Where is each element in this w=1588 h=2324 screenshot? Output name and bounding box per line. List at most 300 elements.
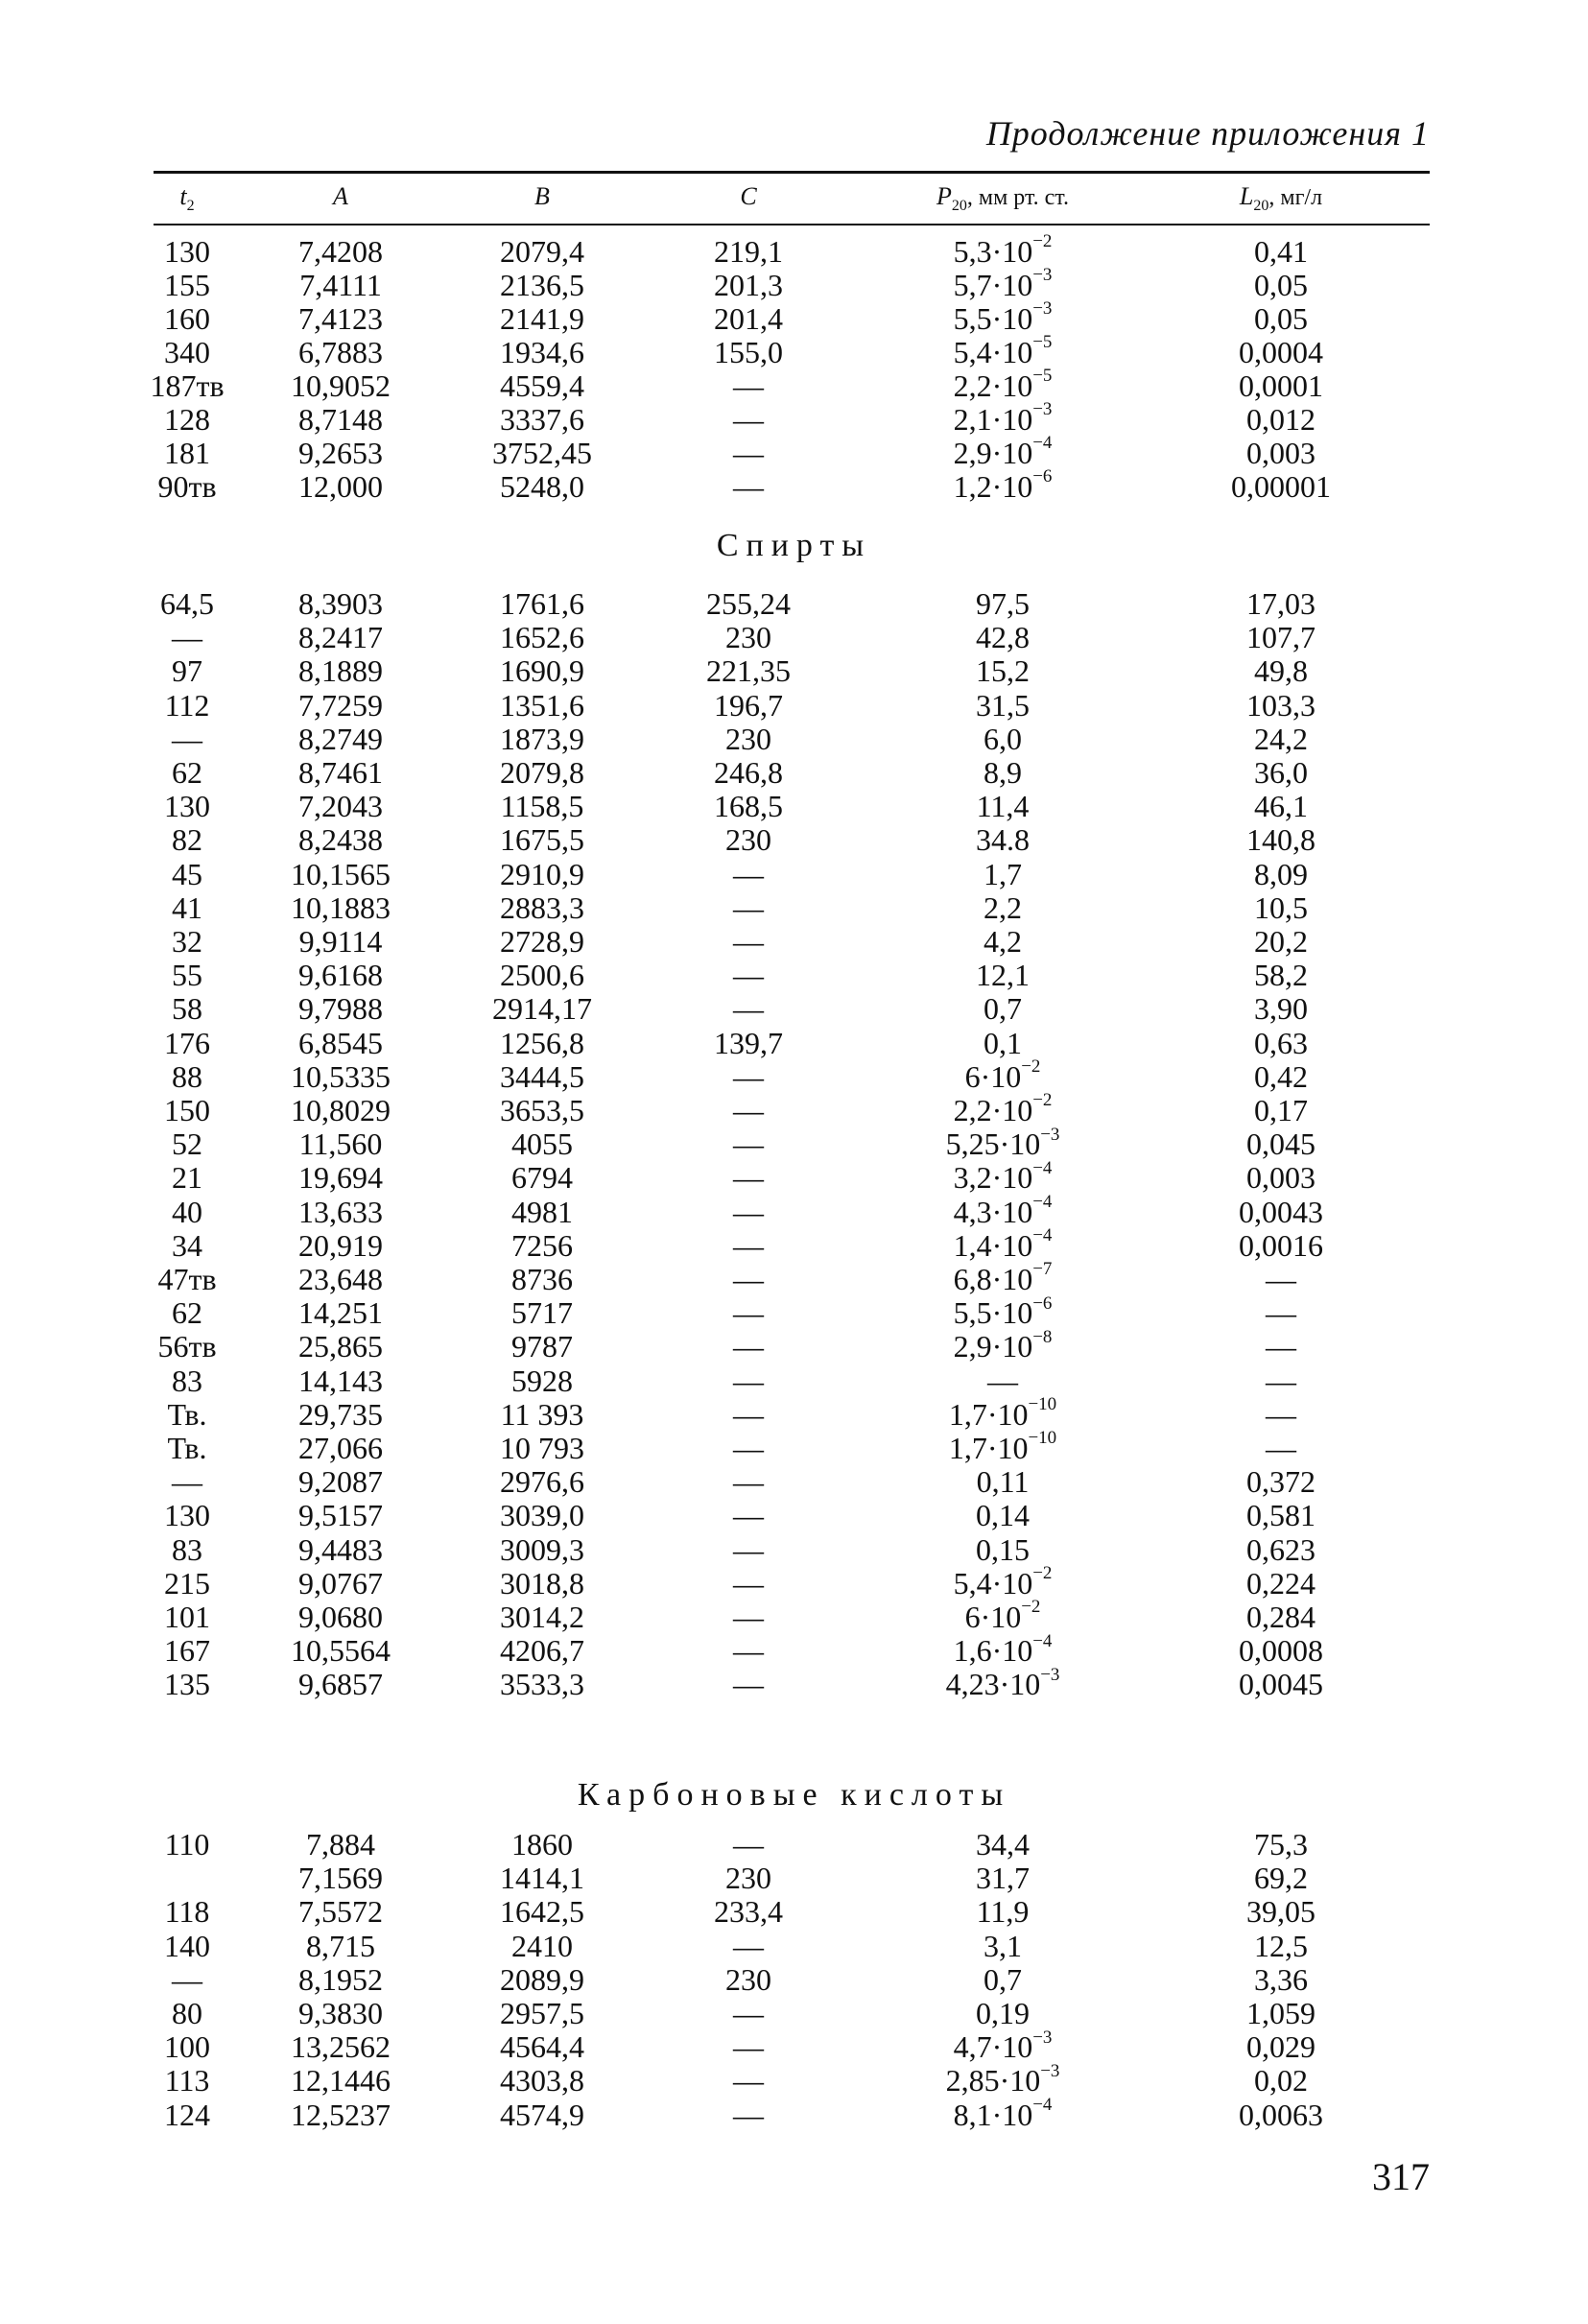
table-top-rule xyxy=(154,171,1430,174)
cell-t2: 100 xyxy=(164,2029,210,2065)
cell-l20: 49,8 xyxy=(1254,653,1308,689)
cell-a: 10,9052 xyxy=(291,368,391,403)
p20-mantissa: 1,4·10 xyxy=(953,1227,1033,1263)
cell-l20: 0,581 xyxy=(1246,1498,1315,1533)
header-c: C xyxy=(740,182,757,210)
cell-l20: 0,012 xyxy=(1246,402,1315,437)
table-row xyxy=(0,366,1588,403)
cell-a: 6,7883 xyxy=(298,335,383,369)
table-row xyxy=(0,1963,1588,1997)
cell-c: — xyxy=(733,1827,764,1862)
cell-c: — xyxy=(733,1160,764,1196)
cell-b: 4055 xyxy=(511,1126,573,1162)
cell-c: — xyxy=(733,1928,764,1963)
table-row xyxy=(0,298,1588,336)
cell-l20: — xyxy=(1266,1431,1296,1465)
table-row xyxy=(0,2094,1588,2132)
p20-exponent: −3 xyxy=(1032,265,1053,286)
cell-p20 xyxy=(883,756,1123,790)
cell-b: 3009,3 xyxy=(500,1531,584,1567)
p20-exponent: −3 xyxy=(1040,2060,1060,2081)
cell-b: 1690,9 xyxy=(500,653,584,689)
cell-b: 5928 xyxy=(511,1363,573,1398)
cell-t2: 45 xyxy=(172,856,202,891)
cell-b: 3014,2 xyxy=(500,1600,584,1634)
section-title: Карбоновые кислоты xyxy=(577,1777,1011,1813)
cell-t2: — xyxy=(172,1464,202,1500)
cell-t2: 88 xyxy=(172,1058,202,1094)
p20-mantissa: 5,3·10 xyxy=(953,234,1033,269)
cell-a: 10,1565 xyxy=(291,856,391,891)
cell-p20 xyxy=(883,1862,1123,1895)
cell-b: 3018,8 xyxy=(500,1565,584,1601)
table-row xyxy=(0,1090,1588,1127)
cell-p20 xyxy=(883,1191,1123,1229)
p20-mantissa: 4,3·10 xyxy=(953,1194,1033,1229)
page-number: 317 xyxy=(1372,2155,1430,2198)
cell-t2: 56тв xyxy=(157,1329,217,1364)
cell-t2: 181 xyxy=(164,436,210,470)
cell-c: — xyxy=(733,1633,764,1669)
cell-c: — xyxy=(733,1396,764,1432)
cell-b: 3752,45 xyxy=(492,436,592,470)
cell-a: 13,633 xyxy=(298,1194,383,1229)
cell-p20 xyxy=(883,1597,1123,1634)
p20-mantissa: 31,5 xyxy=(976,687,1030,723)
cell-l20: 0,17 xyxy=(1254,1093,1308,1127)
p20-mantissa: 1,2·10 xyxy=(953,469,1033,504)
cell-a: 8,7148 xyxy=(298,402,383,437)
table-row xyxy=(0,891,1588,925)
cell-b: 2883,3 xyxy=(500,889,584,925)
cell-b: 2079,4 xyxy=(500,234,584,269)
cell-a: 14,143 xyxy=(298,1363,383,1398)
cell-l20: 0,003 xyxy=(1246,436,1315,470)
cell-a: 8,2438 xyxy=(298,822,383,858)
p20-exponent: −2 xyxy=(1032,1090,1053,1111)
p20-mantissa: 97,5 xyxy=(976,586,1030,621)
cell-p20 xyxy=(883,1630,1123,1669)
cell-p20 xyxy=(883,1997,1123,2030)
cell-b: 2914,17 xyxy=(492,991,592,1027)
cell-a: 10,8029 xyxy=(291,1093,391,1127)
cell-c: — xyxy=(733,1531,764,1567)
cell-l20: 0,224 xyxy=(1246,1565,1315,1601)
cell-b: 3653,5 xyxy=(500,1093,584,1127)
cell-a: 8,2749 xyxy=(298,721,383,756)
cell-b: 5248,0 xyxy=(500,469,584,504)
table-row xyxy=(0,1930,1588,1963)
table-row xyxy=(0,1465,1588,1499)
table-row xyxy=(0,399,1588,437)
p20-exponent: −4 xyxy=(1032,1630,1053,1651)
p20-mantissa: 4,2 xyxy=(984,924,1022,959)
p20-exponent: −4 xyxy=(1032,433,1053,454)
cell-t2: 47тв xyxy=(157,1262,217,1296)
p20-mantissa: 0,7 xyxy=(984,991,1022,1027)
cell-l20: 0,0004 xyxy=(1239,335,1323,369)
cell-l20: 0,372 xyxy=(1246,1464,1315,1500)
cell-b: 5717 xyxy=(511,1295,573,1331)
cell-p20 xyxy=(883,1963,1123,1997)
cell-l20: 107,7 xyxy=(1246,620,1315,655)
cell-l20: 20,2 xyxy=(1254,924,1308,959)
table-row xyxy=(0,1157,1588,1196)
cell-p20 xyxy=(883,2094,1123,2132)
cell-a: 7,2043 xyxy=(298,789,383,824)
table-row xyxy=(0,756,1588,790)
table-row xyxy=(0,823,1588,857)
cell-l20: 36,0 xyxy=(1254,755,1308,790)
cell-t2: 130 xyxy=(164,1498,210,1533)
p20-mantissa: 0,1 xyxy=(984,1025,1022,1060)
p20-mantissa: 31,7 xyxy=(976,1861,1030,1896)
cell-a: 19,694 xyxy=(298,1160,383,1196)
cell-a: 8,715 xyxy=(306,1928,375,1963)
table-row xyxy=(0,1597,1588,1634)
cell-l20: 0,0045 xyxy=(1239,1667,1323,1702)
cell-l20: 0,05 xyxy=(1254,301,1308,336)
header-b: B xyxy=(534,182,550,210)
cell-t2: Тв. xyxy=(167,1396,207,1432)
cell-b: 2957,5 xyxy=(500,1996,584,2030)
p20-mantissa: 2,2 xyxy=(984,889,1022,925)
table-row xyxy=(0,689,1588,723)
cell-p20 xyxy=(883,1428,1123,1465)
cell-a: 11,560 xyxy=(298,1126,383,1162)
cell-t2: — xyxy=(172,1961,202,1997)
table-row xyxy=(0,1630,1588,1669)
cell-l20: 0,0063 xyxy=(1239,2097,1323,2132)
cell-l20: 0,0008 xyxy=(1239,1633,1323,1669)
cell-p20 xyxy=(883,858,1123,891)
cell-b: 1675,5 xyxy=(500,822,584,858)
p20-mantissa: 42,8 xyxy=(976,620,1030,655)
cell-t2: 62 xyxy=(172,755,202,790)
cell-a: 9,3830 xyxy=(298,1996,383,2030)
cell-p20 xyxy=(883,1090,1123,1127)
cell-b: 1256,8 xyxy=(500,1025,584,1060)
p20-mantissa: 5,7·10 xyxy=(953,268,1033,302)
cell-c: — xyxy=(733,1093,764,1127)
cell-c: — xyxy=(733,924,764,959)
cell-t2: 187тв xyxy=(150,368,225,403)
cell-p20 xyxy=(883,1499,1123,1532)
cell-c: — xyxy=(733,368,764,403)
table-row xyxy=(0,2060,1588,2099)
cell-l20: 3,36 xyxy=(1254,1961,1308,1997)
cell-l20: 0,284 xyxy=(1246,1600,1315,1634)
header-a: A xyxy=(333,182,348,210)
cell-b: 2976,6 xyxy=(500,1464,584,1500)
cell-t2: 62 xyxy=(172,1295,202,1331)
cell-t2: 40 xyxy=(172,1194,202,1229)
cell-l20: 103,3 xyxy=(1246,687,1315,723)
cell-c: 155,0 xyxy=(714,335,783,369)
p20-mantissa: 6,8·10 xyxy=(953,1262,1033,1296)
p20-mantissa: 4,7·10 xyxy=(953,2029,1033,2065)
table-row xyxy=(0,265,1588,302)
cell-a: 9,4483 xyxy=(298,1531,383,1567)
cell-p20 xyxy=(883,992,1123,1026)
cell-t2: 21 xyxy=(172,1160,202,1196)
cell-b: 1351,6 xyxy=(500,687,584,723)
cell-a: 8,1889 xyxy=(298,653,383,689)
cell-p20 xyxy=(883,689,1123,723)
cell-p20 xyxy=(883,891,1123,925)
cell-b: 3039,0 xyxy=(500,1498,584,1533)
cell-t2: 83 xyxy=(172,1531,202,1567)
cell-p20 xyxy=(883,399,1123,437)
table-row xyxy=(0,231,1588,269)
p20-mantissa: 0,19 xyxy=(976,1996,1030,2030)
table-row xyxy=(0,466,1588,504)
p20-mantissa: 0,15 xyxy=(976,1531,1030,1567)
cell-a: 23,648 xyxy=(298,1262,383,1296)
p20-mantissa: 8,9 xyxy=(984,755,1022,790)
p20-exponent: −10 xyxy=(1028,1394,1057,1415)
cell-l20: 0,003 xyxy=(1246,1160,1315,1196)
p20-mantissa: 0,7 xyxy=(984,1961,1022,1997)
cell-c: 221,35 xyxy=(706,653,791,689)
cell-p20 xyxy=(883,1259,1123,1296)
cell-c: — xyxy=(733,1194,764,1229)
cell-c: 246,8 xyxy=(714,755,783,790)
p20-mantissa: 15,2 xyxy=(976,653,1030,689)
cell-a: 7,1569 xyxy=(298,1861,383,1896)
cell-p20 xyxy=(883,1394,1123,1432)
cell-a: 20,919 xyxy=(298,1227,383,1263)
p20-mantissa: 1,6·10 xyxy=(953,1633,1033,1669)
p20-mantissa: 5,5·10 xyxy=(953,1295,1033,1331)
table-row xyxy=(0,1394,1588,1432)
p20-mantissa: 34,4 xyxy=(976,1827,1030,1862)
cell-t2: 101 xyxy=(164,1600,210,1634)
cell-c: — xyxy=(733,2097,764,2132)
cell-l20: 0,045 xyxy=(1246,1126,1315,1162)
cell-l20: 8,09 xyxy=(1254,856,1308,891)
table-row xyxy=(0,992,1588,1026)
cell-c: — xyxy=(733,1464,764,1500)
cell-t2: — xyxy=(172,721,202,756)
p20-exponent: −5 xyxy=(1032,366,1053,387)
cell-t2: 112 xyxy=(164,687,210,723)
cell-a: 7,7259 xyxy=(298,687,383,723)
cell-p20 xyxy=(883,587,1123,621)
cell-b: 1873,9 xyxy=(500,721,584,756)
table-row xyxy=(0,925,1588,959)
cell-t2: 118 xyxy=(164,1894,210,1930)
cell-b: 2079,8 xyxy=(500,755,584,790)
cell-t2: 215 xyxy=(164,1565,210,1601)
cell-b: 2089,9 xyxy=(500,1961,584,1997)
p20-exponent: −2 xyxy=(1032,1563,1053,1584)
cell-p20 xyxy=(883,1326,1123,1364)
p20-mantissa: 2,2·10 xyxy=(953,368,1033,403)
p20-mantissa: 11,9 xyxy=(976,1894,1030,1930)
cell-t2: 176 xyxy=(164,1025,210,1060)
cell-t2: 90тв xyxy=(157,469,217,504)
cell-c: 168,5 xyxy=(714,789,783,824)
cell-b: 7256 xyxy=(511,1227,573,1263)
table-row xyxy=(0,1997,1588,2030)
cell-c: 230 xyxy=(725,620,771,655)
p20-exponent: −4 xyxy=(1032,1225,1053,1246)
cell-c: — xyxy=(733,991,764,1027)
cell-a: 9,0767 xyxy=(298,1565,383,1601)
cell-c: — xyxy=(733,1058,764,1094)
p20-exponent: −3 xyxy=(1032,2027,1053,2048)
cell-l20: — xyxy=(1266,1396,1296,1432)
cell-t2: 55 xyxy=(172,958,202,993)
cell-p20 xyxy=(883,723,1123,756)
p20-mantissa: 2,1·10 xyxy=(953,402,1033,437)
table-row xyxy=(0,1428,1588,1465)
cell-a: 12,5237 xyxy=(291,2097,391,2132)
p20-mantissa: 34.8 xyxy=(976,822,1030,858)
cell-a: 10,1883 xyxy=(291,889,391,925)
p20-exponent: −7 xyxy=(1032,1259,1053,1280)
cell-t2: 340 xyxy=(164,335,210,369)
cell-l20: 75,3 xyxy=(1254,1827,1308,1862)
table-row xyxy=(0,790,1588,823)
cell-p20 xyxy=(883,1225,1123,1263)
cell-l20: 0,0001 xyxy=(1239,368,1323,403)
cell-p20 xyxy=(883,1157,1123,1196)
cell-t2: 135 xyxy=(164,1667,210,1702)
cell-c: 230 xyxy=(725,721,771,756)
cell-t2: Тв. xyxy=(167,1431,207,1465)
cell-a: 27,066 xyxy=(298,1431,383,1465)
cell-c: — xyxy=(733,958,764,993)
p20-mantissa: 2,85·10 xyxy=(945,2063,1041,2099)
cell-t2: 83 xyxy=(172,1363,202,1398)
cell-p20 xyxy=(883,790,1123,823)
cell-b: 4564,4 xyxy=(500,2029,584,2065)
cell-c: 219,1 xyxy=(714,234,783,269)
table-row xyxy=(0,1326,1588,1364)
cell-p20 xyxy=(883,231,1123,269)
p20-exponent: −10 xyxy=(1028,1428,1057,1449)
cell-c: 255,24 xyxy=(706,586,791,621)
cell-b: 4206,7 xyxy=(500,1633,584,1669)
p20-exponent: −4 xyxy=(1032,1191,1053,1212)
cell-a: 9,6857 xyxy=(298,1667,383,1702)
cell-p20 xyxy=(883,1027,1123,1060)
p20-exponent: −5 xyxy=(1032,332,1053,353)
cell-b: 1860 xyxy=(511,1827,573,1862)
p20-exponent: −8 xyxy=(1032,1326,1053,1347)
p20-mantissa: 6·10 xyxy=(964,1600,1022,1634)
table-row xyxy=(0,1027,1588,1060)
cell-c: — xyxy=(733,469,764,504)
cell-t2: 58 xyxy=(172,991,202,1027)
cell-c: 196,7 xyxy=(714,687,783,723)
p20-mantissa: 6·10 xyxy=(964,1058,1022,1094)
p20-exponent: −4 xyxy=(1032,1157,1053,1178)
p20-mantissa: 12,1 xyxy=(976,958,1030,993)
cell-l20: 0,02 xyxy=(1254,2063,1308,2099)
p20-mantissa: 1,7·10 xyxy=(948,1396,1029,1432)
cell-c: — xyxy=(733,2063,764,2099)
cell-b: 1158,5 xyxy=(500,789,584,824)
cell-b: 3337,6 xyxy=(500,402,584,437)
cell-c: — xyxy=(733,436,764,470)
cell-c: — xyxy=(733,1565,764,1601)
table-row xyxy=(0,858,1588,891)
p20-exponent: −3 xyxy=(1032,298,1053,320)
cell-c: — xyxy=(733,1126,764,1162)
cell-l20: — xyxy=(1266,1295,1296,1331)
cell-b: 10 793 xyxy=(500,1431,584,1465)
cell-a: 8,2417 xyxy=(298,620,383,655)
cell-b: 3533,3 xyxy=(500,1667,584,1702)
p20-mantissa: 0,11 xyxy=(976,1464,1030,1500)
table-row xyxy=(0,1862,1588,1895)
cell-c: — xyxy=(733,1431,764,1465)
table-row xyxy=(0,621,1588,654)
p20-mantissa: 3,1 xyxy=(984,1928,1022,1963)
p20-exponent: −2 xyxy=(1032,231,1053,252)
cell-c: — xyxy=(733,889,764,925)
p20-mantissa: 0,14 xyxy=(976,1498,1030,1533)
running-head: Продолжение приложения 1 xyxy=(985,114,1430,153)
cell-b: 2728,9 xyxy=(500,924,584,959)
header-p20: $P_{20}$, мм рт. ст. xyxy=(936,182,1069,215)
p20-mantissa: 8,1·10 xyxy=(953,2097,1033,2132)
cell-p20 xyxy=(883,2027,1123,2065)
cell-b: 1642,5 xyxy=(500,1894,584,1930)
cell-c: — xyxy=(733,1227,764,1263)
cell-l20: — xyxy=(1266,1262,1296,1296)
cell-t2: 32 xyxy=(172,924,202,959)
table-row xyxy=(0,2027,1588,2065)
cell-b: 6794 xyxy=(511,1160,573,1196)
p20-mantissa: — xyxy=(987,1363,1018,1398)
table-row xyxy=(0,1895,1588,1929)
cell-t2: 155 xyxy=(164,268,210,302)
table-row xyxy=(0,1191,1588,1229)
cell-p20 xyxy=(883,1664,1123,1702)
cell-c: — xyxy=(733,402,764,437)
cell-c: 201,4 xyxy=(714,301,783,336)
p20-exponent: −3 xyxy=(1040,1664,1060,1685)
cell-l20: 0,00001 xyxy=(1231,469,1331,504)
section-title: Спирты xyxy=(716,528,872,563)
cell-p20 xyxy=(883,1895,1123,1929)
cell-p20 xyxy=(883,298,1123,336)
cell-c: 230 xyxy=(725,822,771,858)
cell-p20 xyxy=(883,959,1123,992)
cell-a: 8,3903 xyxy=(298,586,383,621)
cell-a: 12,1446 xyxy=(291,2063,391,2099)
table-row xyxy=(0,723,1588,756)
cell-p20 xyxy=(883,366,1123,403)
cell-c: — xyxy=(733,1498,764,1533)
cell-a: 12,000 xyxy=(298,469,383,504)
table-row xyxy=(0,332,1588,369)
table-row xyxy=(0,1056,1588,1094)
cell-a: 7,4111 xyxy=(299,268,382,302)
cell-l20: 46,1 xyxy=(1254,789,1308,824)
cell-p20 xyxy=(883,1124,1123,1162)
cell-a: 10,5564 xyxy=(291,1633,391,1669)
header-t2: $t_2$ xyxy=(179,182,195,215)
cell-p20 xyxy=(883,1930,1123,1963)
p20-mantissa: 1,7 xyxy=(984,856,1022,891)
cell-l20: 24,2 xyxy=(1254,721,1308,756)
p20-exponent: −6 xyxy=(1032,1292,1053,1314)
